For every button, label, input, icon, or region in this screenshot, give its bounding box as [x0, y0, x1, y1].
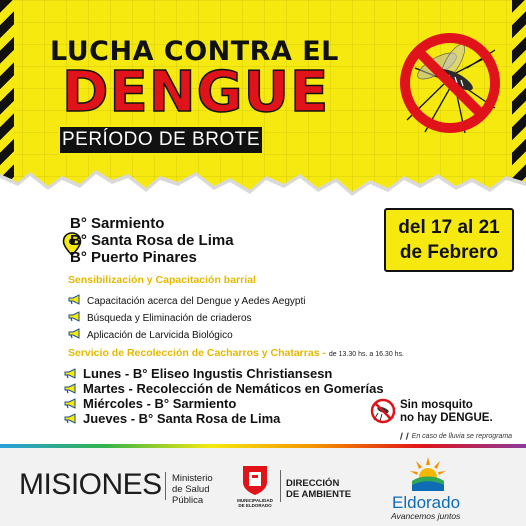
ministerio-line: de Salud — [172, 484, 210, 495]
list-item-text: Búsqueda y Eliminación de criaderos — [87, 313, 252, 324]
sin-mosquito-callout — [370, 396, 500, 428]
barrio-item: B° Puerto Pinares — [70, 249, 197, 266]
megaphone-icon — [64, 413, 77, 424]
section2-title — [68, 347, 404, 359]
municipalidad-line: DE ELDORADO — [238, 503, 272, 508]
megaphone-icon — [64, 383, 77, 394]
misiones-logo: MISIONES — [19, 468, 162, 501]
section1-title — [68, 274, 256, 286]
section2-title-text: Servicio de Recolección de Cacharros y Chatarras - — [68, 347, 326, 359]
municipalidad-line: MUNICIPALIDAD — [237, 498, 273, 503]
megaphone-icon — [64, 398, 77, 409]
direccion-line: DE AMBIENTE — [286, 489, 352, 500]
callout-line2: no hay DENGUE. — [400, 412, 493, 424]
section2-list — [64, 366, 384, 426]
footer-divider — [280, 470, 281, 502]
direccion-label — [286, 478, 351, 500]
list-item — [68, 293, 305, 310]
sin-mosquito-text — [400, 399, 493, 425]
list-item — [64, 411, 384, 426]
section1-list — [68, 293, 305, 344]
eldorado-name: Eldorado — [392, 493, 461, 512]
list-item — [64, 396, 384, 411]
ministerio-line: Ministerio — [172, 473, 213, 484]
barrio-item: B° Santa Rosa de Lima — [70, 232, 234, 249]
title-dengue: DENGUE — [62, 60, 330, 125]
list-item-text: Aplicación de Larvicida Biológico — [87, 330, 233, 341]
megaphone-icon — [68, 311, 81, 322]
megaphone-icon — [68, 328, 81, 339]
list-item-text: Martes - Recolección de Nemáticos en Gomerías — [83, 381, 384, 396]
list-item-text: Capacitación acerca del Dengue y Aedes Aegypti — [87, 296, 306, 307]
date-box — [384, 208, 514, 272]
list-item — [68, 327, 305, 344]
section2-hours: de 13.30 hs. a 16.30 hs. — [328, 351, 404, 358]
eldorado-tagline: Avancemos juntos — [391, 511, 461, 521]
footer-divider — [165, 472, 166, 500]
ministerio-line: Pública — [172, 495, 204, 506]
municipalidad-label — [229, 498, 281, 508]
footer — [0, 448, 526, 526]
list-item-text: Miércoles - B° Sarmiento — [83, 396, 237, 411]
municipality-crest-icon — [240, 464, 270, 496]
list-item-text: Jueves - B° Santa Rosa de Lima — [83, 411, 281, 426]
section1-title-text: Sensibilización y Capacitación barrial — [68, 274, 256, 286]
no-mosquito-icon — [395, 28, 505, 138]
rain-note: ❙❙ En caso de lluvia se reprograma — [398, 433, 513, 440]
megaphone-icon — [64, 368, 77, 379]
periodo-brote-badge: PERÍODO DE BROTE — [58, 125, 264, 155]
barrios-list — [70, 215, 234, 266]
direccion-line: DIRECCIÓN — [286, 478, 340, 489]
small-no-mosquito-icon — [370, 398, 396, 424]
callout-line1: Sin mosquito — [400, 399, 473, 411]
date-line2: de Febrero — [399, 242, 499, 263]
title-line1: LUCHA CONTRA EL — [50, 36, 339, 67]
date-line1: del 17 al 21 — [398, 217, 500, 238]
list-item — [68, 310, 305, 327]
list-item — [64, 366, 384, 381]
eldorado-sun-logo — [408, 455, 448, 491]
megaphone-icon — [68, 294, 81, 305]
barrio-item: B° Sarmiento — [70, 215, 165, 232]
list-item-text: Lunes - B° Eliseo Ingustis Christiansesn — [83, 366, 333, 381]
ministerio-label — [172, 473, 213, 506]
list-item — [64, 381, 384, 396]
